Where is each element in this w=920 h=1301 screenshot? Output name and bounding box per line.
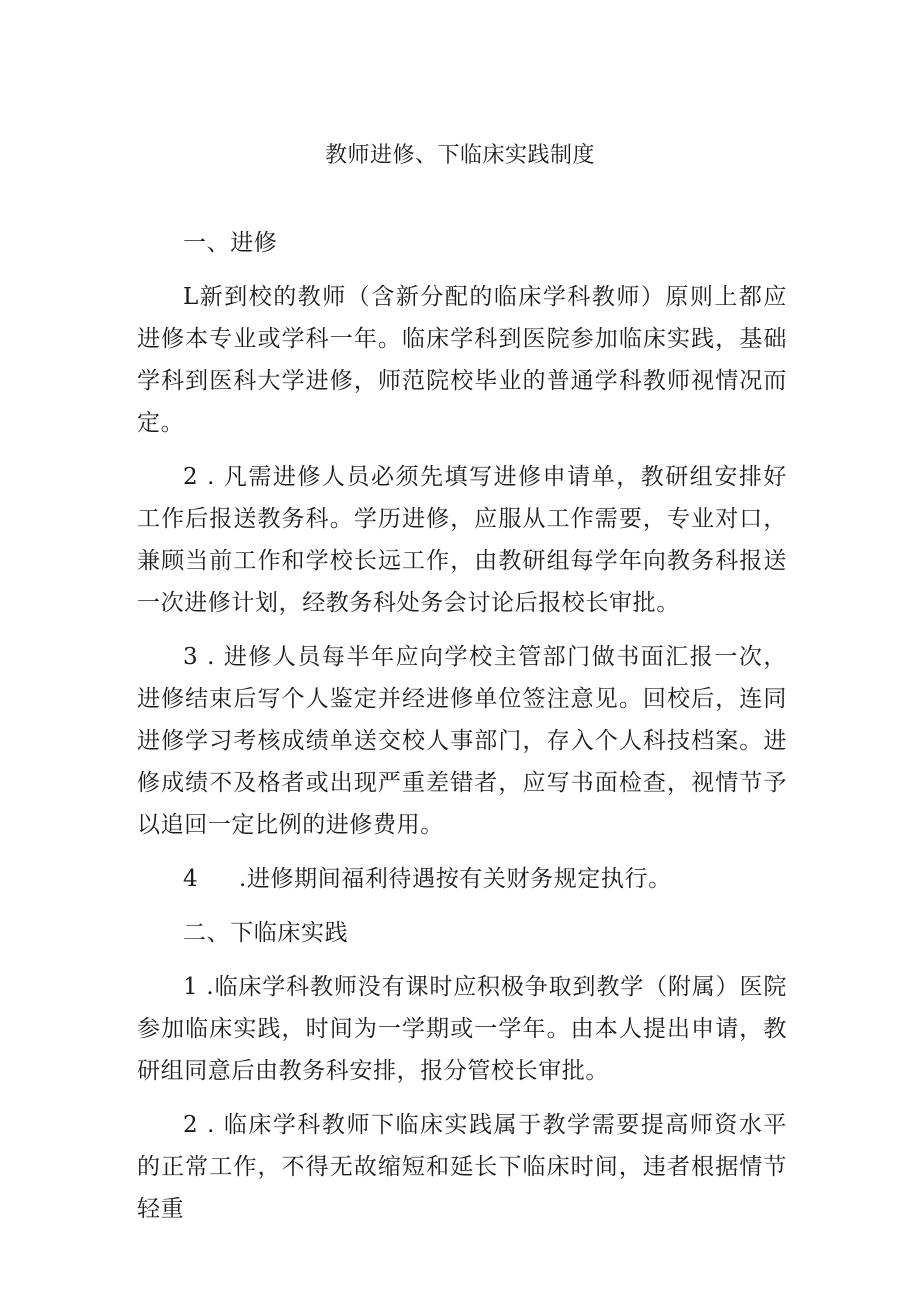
paragraph-study-2: 2 . 凡需进修人员必须先填写进修申请单，教研组安排好工作后报送教务科。学历进修，应服从工作需要，专业对口，兼顾当前工作和学校长远工作，由教研组每学年向教务科报送一次进修计划，经教务科处务会讨论后报校长审批。	[137, 464, 787, 616]
paragraph-study-3: 3 . 进修人员每半年应向学校主管部门做书面汇报一次，进修结束后写个人鉴定并经进修单位签注意见。回校后，连同进修学习考核成绩单送交校人事部门，存入个人科技档案。进修成绩不及格者或出现严重差错者，应写书面检查，视情节予以追回一定比例的进修费用。	[137, 644, 787, 838]
section-heading-clinical: 二、下临床实践	[183, 920, 349, 946]
section-heading-study: 一、进修	[183, 230, 278, 256]
document-title: 教师进修、下临床实践制度	[324, 143, 595, 168]
paragraph-study-1: L新到校的教师（含新分配的临床学科教师）原则上都应进修本专业或学科一年。临床学科到医院参加临床实践，基础学科到医科大学进修，师范院校毕业的普通学科教师视情况而定。	[137, 284, 787, 436]
paragraph-study-4-number: 4	[183, 866, 199, 892]
document-body	[137, 222, 787, 1242]
paragraph-study-4-text: .进修期间福利待遇按有关财务规定执行。	[239, 866, 672, 892]
paragraph-clinical-1: 1 .临床学科教师没有课时应积极争取到教学（附属）医院参加临床实践，时间为一学期或一学年。由本人提出申请，教研组同意后由教务科安排，报分管校长审批。	[137, 974, 787, 1084]
paragraph-clinical-2: 2 . 临床学科教师下临床实践属于教学需要提高师资水平的正常工作，不得无故缩短和延长下临床时间，违者根据情节轻重	[137, 1112, 787, 1222]
paragraph-study-4	[137, 858, 787, 900]
